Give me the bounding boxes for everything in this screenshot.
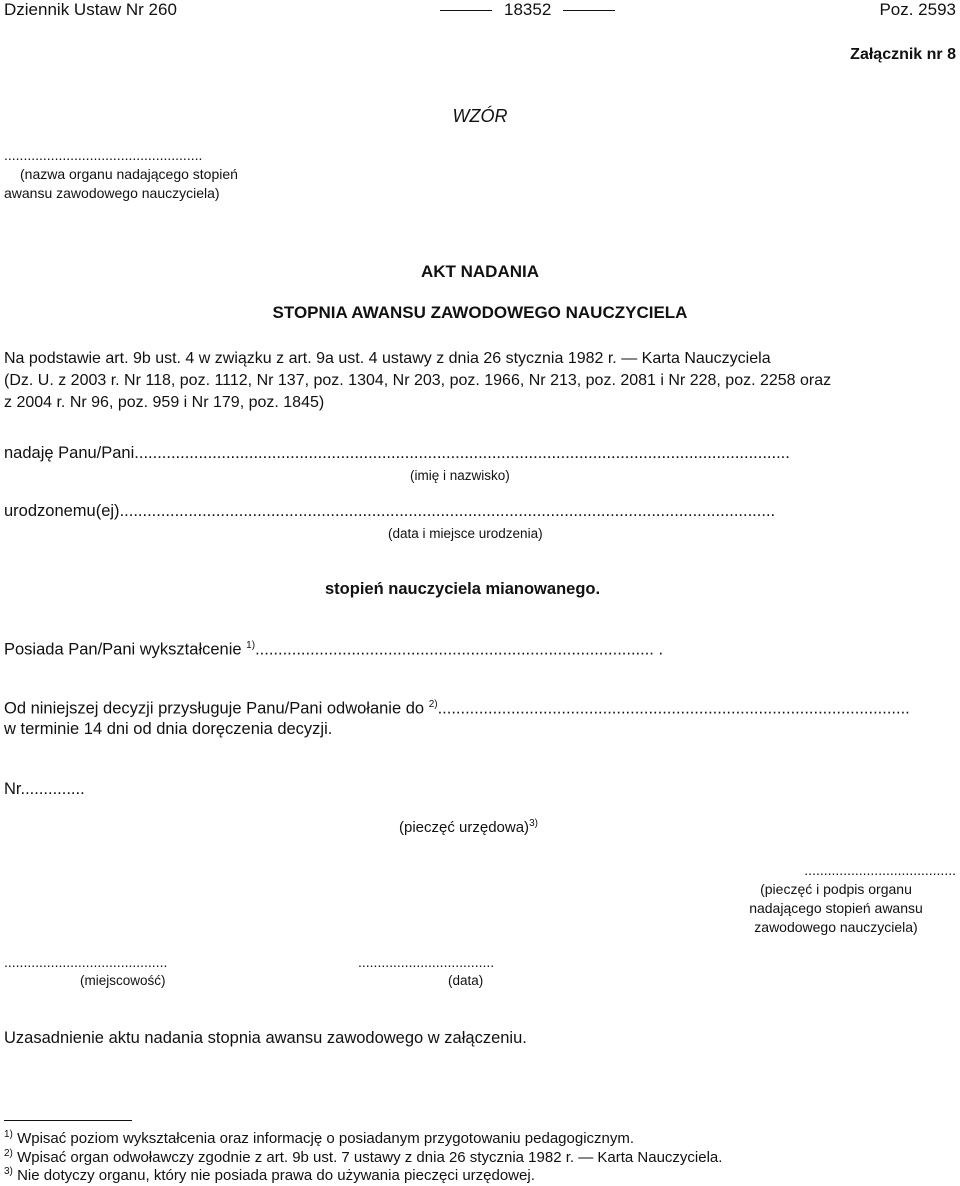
signature-block bbox=[716, 861, 956, 937]
footnote-2 bbox=[4, 1148, 722, 1166]
grant-row bbox=[4, 444, 956, 463]
place-caption: (miejscowość) bbox=[80, 973, 166, 988]
footnote-rule bbox=[4, 1120, 132, 1121]
annex-label: Załącznik nr 8 bbox=[850, 46, 956, 63]
number-label: Nr bbox=[4, 780, 21, 798]
position-number: Poz. 2593 bbox=[879, 0, 956, 19]
education-footnote-ref: 1) bbox=[246, 640, 256, 651]
legal-basis-line2: (Dz. U. z 2003 r. Nr 118, poz. 1112, Nr 137, poz. 1304, Nr 203, poz. 1966, Nr 213, poz. 2081 i Nr 228, poz. 2258 oraz bbox=[4, 372, 832, 389]
doc-title-line2: STOPNIA AWANSU ZAWODOWEGO NAUCZYCIELA bbox=[272, 303, 688, 322]
appeal-label: Od niniejszej decyzji przysługuje Panu/Pani odwołanie do bbox=[4, 699, 425, 718]
education-label: Posiada Pan/Pani wykształcenie bbox=[4, 640, 242, 659]
doc-title-line1: AKT NADANIA bbox=[420, 262, 540, 281]
education-row bbox=[4, 640, 956, 660]
footnote-3 bbox=[4, 1166, 535, 1184]
number-dots[interactable]: .............. bbox=[20, 780, 85, 798]
justification-text: Uzasadnienie aktu nadania stopnia awansu zawodowego w załączeniu. bbox=[4, 1029, 527, 1047]
footnote-1 bbox=[4, 1129, 634, 1147]
dash-left bbox=[440, 10, 492, 11]
number-row bbox=[4, 780, 85, 799]
born-row bbox=[4, 502, 956, 521]
appeal-dots[interactable]: ....................................................................................................... bbox=[437, 699, 910, 718]
dash-right bbox=[563, 10, 615, 11]
seal-label: (pieczęć urzędowa) bbox=[399, 819, 530, 836]
signature-caption-line3: zawodowego nauczyciela) bbox=[754, 919, 918, 935]
education-dots[interactable]: ....................................................................................... . bbox=[255, 640, 664, 659]
grant-dots[interactable]: ............................................................................................................................................... bbox=[134, 444, 790, 462]
legal-basis bbox=[4, 348, 954, 414]
footnote-2-text: Wpisać organ odwoławczy zgodnie z art. 9b ust. 7 ustawy z dnia 26 stycznia 1982 r. — Karta Nauczyciela. bbox=[17, 1149, 723, 1166]
seal-footnote-ref: 3) bbox=[529, 818, 538, 829]
born-dots[interactable]: ............................................................................................................................................... bbox=[119, 502, 776, 520]
footnote-3-text: Nie dotyczy organu, który nie posiada prawa do używania pieczęci urzędowej. bbox=[17, 1167, 535, 1184]
organ-caption-line1: (nazwa organu nadającego stopień bbox=[20, 166, 238, 182]
organ-dots: ................................................... bbox=[4, 147, 203, 163]
grant-label: nadaję Panu/Pani bbox=[4, 444, 135, 462]
seal-row bbox=[399, 818, 538, 836]
born-label: urodzonemu(ej) bbox=[4, 502, 120, 520]
page-number bbox=[428, 0, 627, 20]
signature-dots[interactable]: ....................................... bbox=[804, 862, 956, 878]
page-number-text: 18352 bbox=[504, 0, 552, 19]
footnote-2-ref: 2) bbox=[4, 1148, 13, 1159]
footnote-3-ref: 3) bbox=[4, 1166, 13, 1177]
footnote-1-ref: 1) bbox=[4, 1129, 13, 1140]
date-caption: (data) bbox=[448, 973, 484, 988]
place-dots[interactable]: .......................................... bbox=[4, 954, 168, 970]
legal-basis-line3: z 2004 r. Nr 96, poz. 959 i Nr 179, poz. 1845) bbox=[4, 394, 325, 411]
appeal-footnote-ref: 2) bbox=[428, 699, 438, 710]
born-caption: (data i miejsce urodzenia) bbox=[388, 526, 543, 541]
appeal-row bbox=[4, 699, 956, 719]
organ-caption-line2: awansu zawodowego nauczyciela) bbox=[4, 185, 220, 201]
legal-basis-line1: Na podstawie art. 9b ust. 4 w związku z art. 9a ust. 4 ustawy z dnia 26 stycznia 1982 r. — Karta Nauczyciela bbox=[4, 350, 771, 367]
appeal-term: w terminie 14 dni od dnia doręczenia decyzji. bbox=[4, 720, 333, 738]
grant-caption: (imię i nazwisko) bbox=[410, 468, 510, 483]
degree-text: stopień nauczyciela mianowanego. bbox=[325, 580, 601, 598]
footnote-1-text: Wpisać poziom wykształcenia oraz informację o posiadanym przygotowaniu pedagogicznym. bbox=[17, 1130, 635, 1147]
signature-caption-line1: (pieczęć i podpis organu bbox=[760, 881, 912, 897]
template-label: WZÓR bbox=[452, 106, 508, 126]
signature-caption-line2: nadającego stopień awansu bbox=[749, 900, 923, 916]
date-dots[interactable]: ................................... bbox=[358, 954, 495, 970]
journal-title: Dziennik Ustaw Nr 260 bbox=[4, 0, 177, 19]
organ-block bbox=[4, 146, 238, 203]
